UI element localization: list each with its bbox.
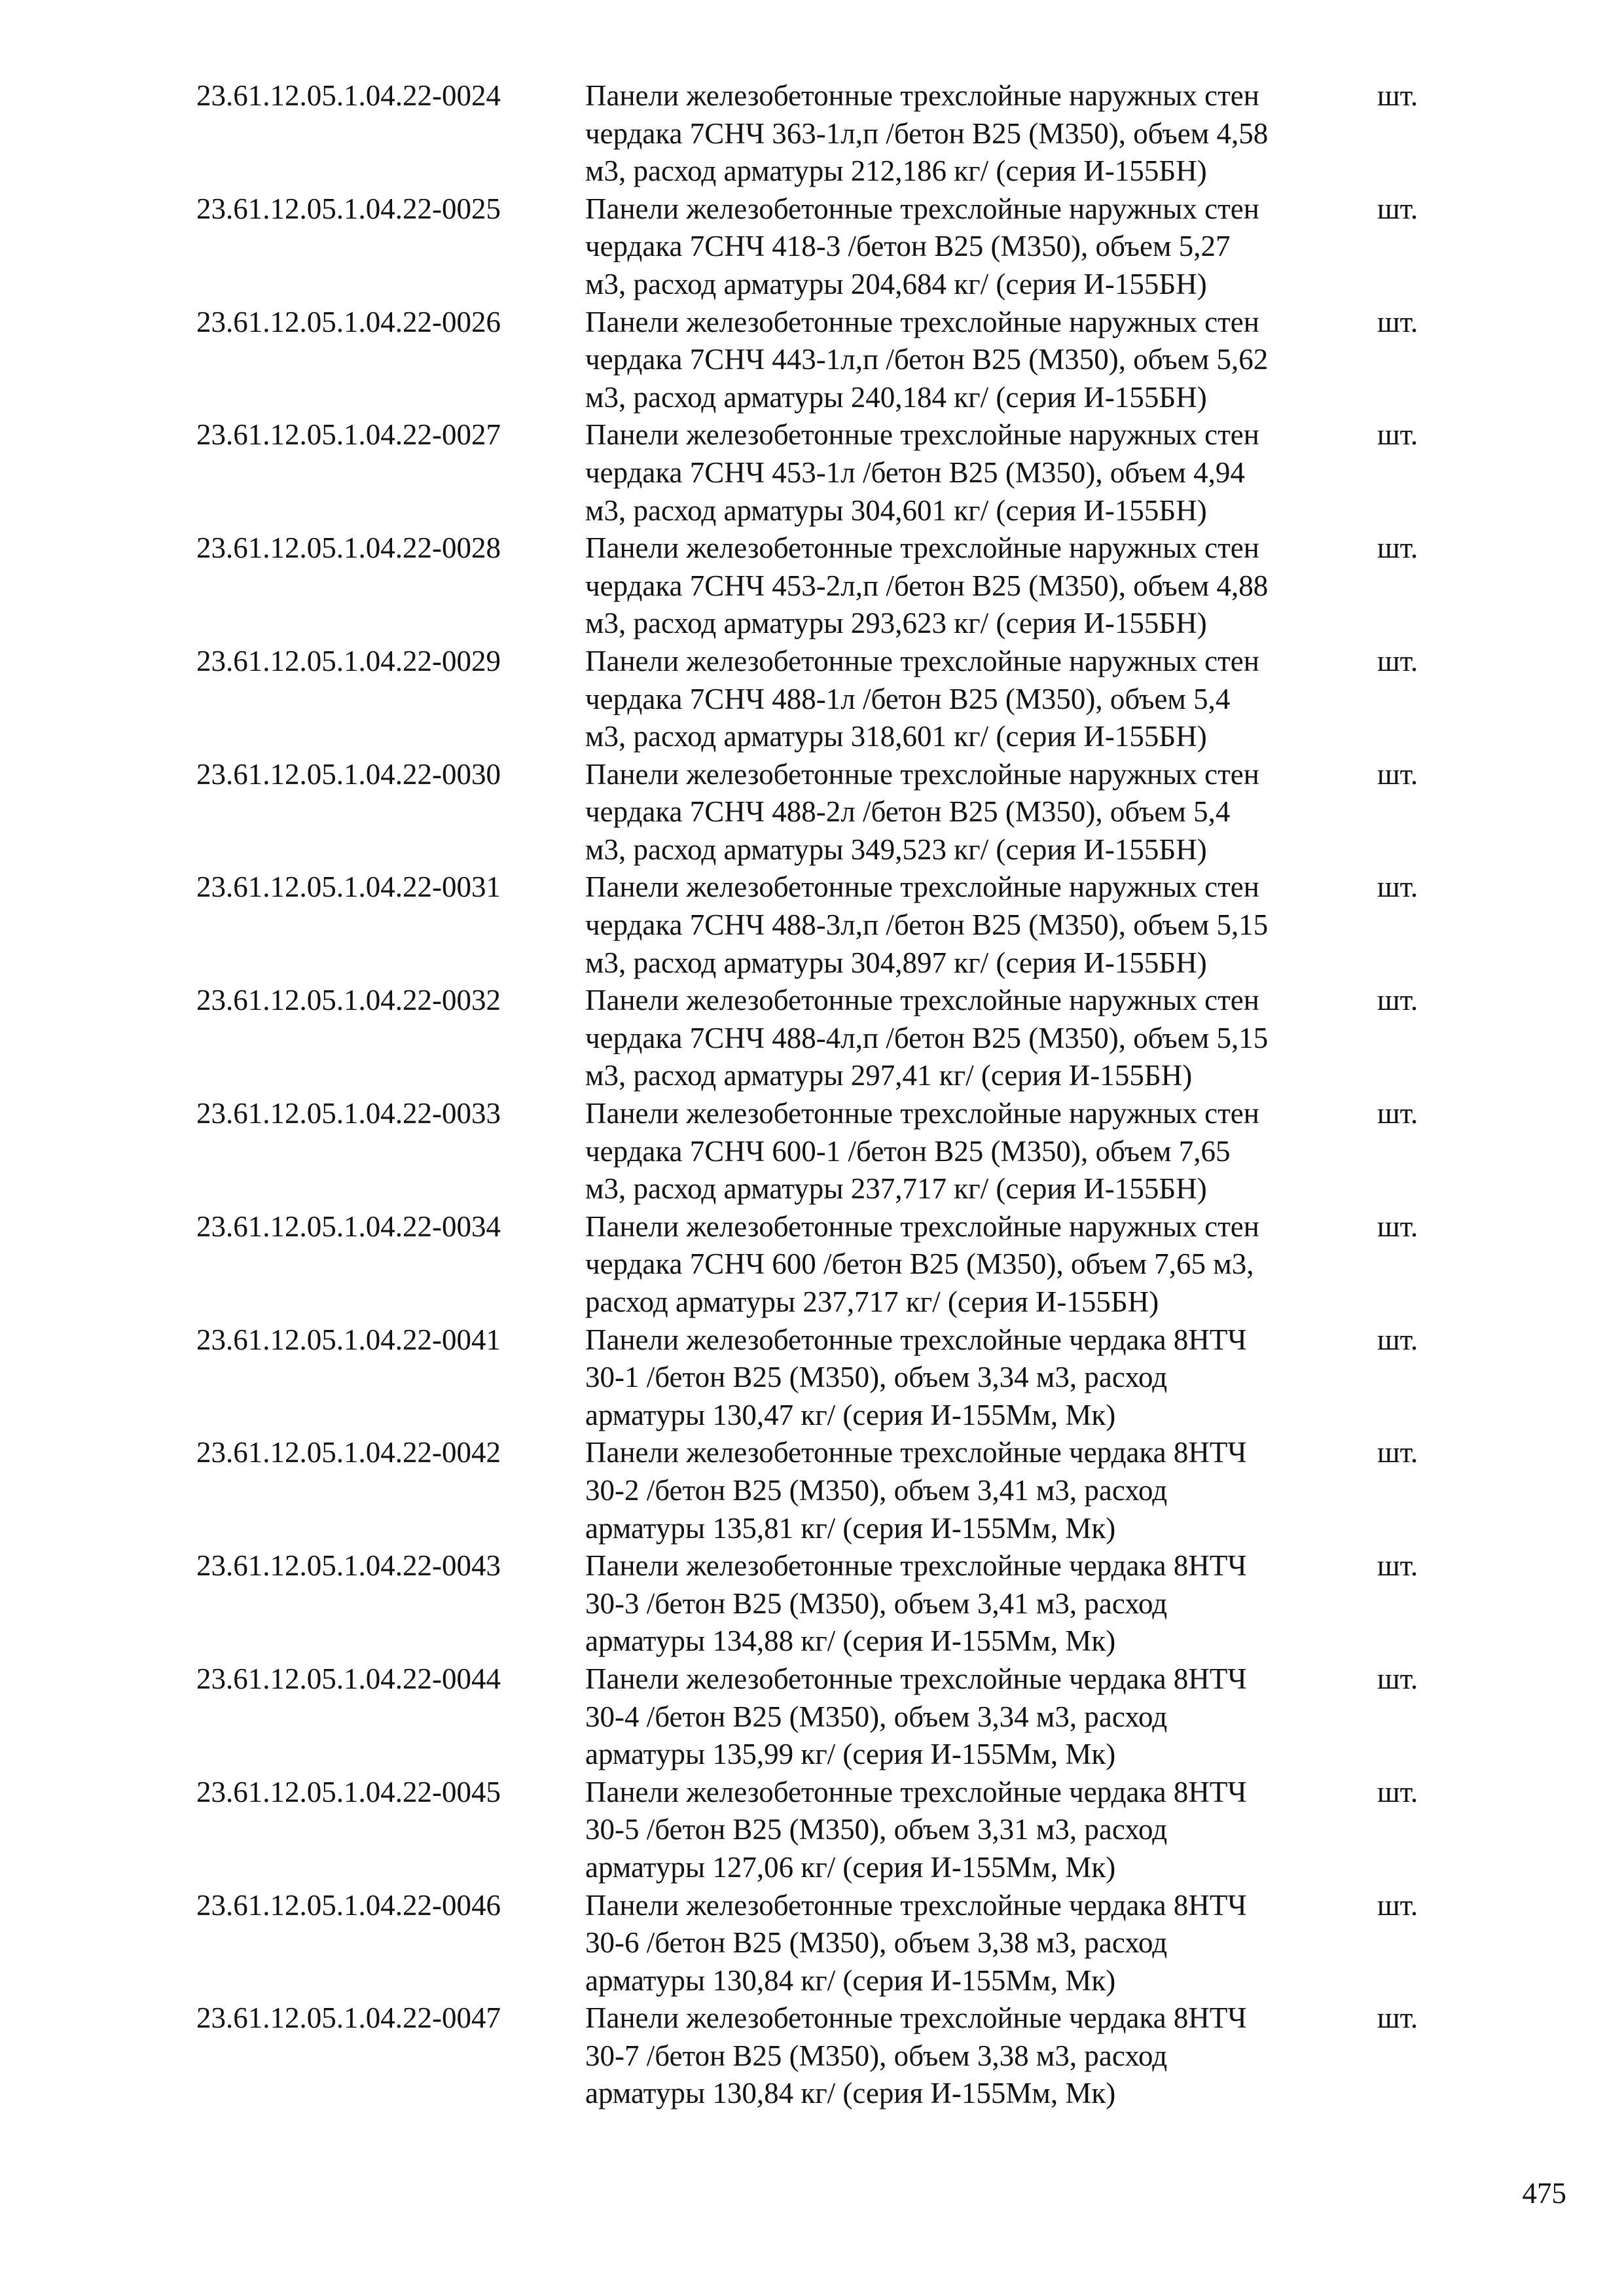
resource-name-line: Панели железобетонные трехслойные наружных стен [585,79,1259,112]
resource-name-line: Панели железобетонные трехслойные наружных стен [585,1097,1259,1130]
resource-name-line: м3, расход арматуры 237,717 кг/ (серия И-155БН) [585,1172,1207,1206]
resource-name-line: чердака 7СНЧ 600-1 /бетон В25 (М350), объем 7,65 [585,1134,1231,1168]
resource-code: 23.61.12.05.1.04.22-0032 [196,984,501,1017]
unit-of-measure: шт. [1377,1662,1418,1695]
resource-name-line: 30-2 /бетон В25 (М350), объем 3,41 м3, расход [585,1473,1168,1507]
unit-of-measure: шт. [1377,79,1418,112]
unit-of-measure: шт. [1377,1775,1418,1808]
resource-name-line: арматуры 135,81 кг/ (серия И-155Мм, Мк) [585,1511,1116,1545]
table-row [196,1434,1440,1547]
resource-name-line: м3, расход арматуры 304,897 кг/ (серия И-155БН) [585,946,1207,979]
resource-name-line: м3, расход арматуры 318,601 кг/ (серия И-155БН) [585,720,1207,753]
resource-name-line: 30-3 /бетон В25 (М350), объем 3,41 м3, расход [585,1587,1168,1620]
resource-name [585,190,1371,304]
table-row [196,982,1440,1095]
resource-code: 23.61.12.05.1.04.22-0031 [196,870,501,904]
resource-name-line: чердака 7СНЧ 453-2л,п /бетон В25 (М350), объем 4,88 [585,569,1269,602]
resource-name [585,1321,1371,1435]
resource-code: 23.61.12.05.1.04.22-0026 [196,305,501,338]
resource-name [585,756,1371,869]
resource-name-line: Панели железобетонные трехслойные чердака 8НТЧ [585,1888,1247,1922]
unit-of-measure: шт. [1377,984,1418,1017]
resource-name-line: чердака 7СНЧ 488-1л /бетон В25 (М350), объем 5,4 [585,682,1231,715]
resource-name-line: арматуры 130,84 кг/ (серия И-155Мм, Мк) [585,1964,1116,1997]
resource-name-line: чердака 7СНЧ 418-3 /бетон В25 (М350), объем 5,27 [585,230,1231,263]
resource-name [585,529,1371,643]
resource-name [585,1660,1371,1774]
unit-of-measure: шт. [1377,1436,1418,1469]
table-row [196,1547,1440,1660]
resource-name [585,416,1371,529]
resource-name-line: Панели железобетонные трехслойные чердака 8НТЧ [585,1323,1247,1356]
resource-name-line: м3, расход арматуры 293,623 кг/ (серия И-155БН) [585,607,1207,640]
table-row [196,1887,1440,2000]
resource-name-line: м3, расход арматуры 204,684 кг/ (серия И-155БН) [585,267,1207,300]
resource-name [585,869,1371,982]
resource-name-line: чердака 7СНЧ 443-1л,п /бетон В25 (М350), объем 5,62 [585,343,1269,376]
resource-name [585,77,1371,190]
resource-code: 23.61.12.05.1.04.22-0046 [196,1888,501,1922]
table-row [196,304,1440,417]
resource-name [585,1887,1371,2000]
resource-name-line: Панели железобетонные трехслойные наружных стен [585,1210,1259,1243]
table-row [196,190,1440,304]
unit-of-measure: шт. [1377,1323,1418,1356]
resource-name-line: Панели железобетонные трехслойные наружных стен [585,305,1259,338]
resource-name-line: Панели железобетонные трехслойные наружных стен [585,757,1259,791]
resource-name-line: чердака 7СНЧ 488-2л /бетон В25 (М350), объем 5,4 [585,795,1231,829]
resource-name-line: арматуры 130,47 кг/ (серия И-155Мм, Мк) [585,1398,1116,1431]
table-row [196,1095,1440,1208]
table-row [196,1208,1440,1321]
unit-of-measure: шт. [1377,2001,1418,2035]
table-row [196,2000,1440,2113]
unit-of-measure: шт. [1377,1888,1418,1922]
table-row [196,1660,1440,1774]
unit-of-measure: шт. [1377,418,1418,452]
resource-name [585,1095,1371,1208]
table-row [196,416,1440,529]
table-row [196,529,1440,643]
resource-name-line: м3, расход арматуры 240,184 кг/ (серия И-155БН) [585,380,1207,414]
resource-code: 23.61.12.05.1.04.22-0041 [196,1323,501,1356]
resource-name-line: м3, расход арматуры 297,41 кг/ (серия И-155БН) [585,1059,1193,1092]
resource-name-line: Панели железобетонные трехслойные чердака 8НТЧ [585,1662,1247,1695]
resource-name-line: Панели железобетонные трехслойные наружных стен [585,418,1259,452]
resource-code: 23.61.12.05.1.04.22-0030 [196,757,501,791]
resource-code: 23.61.12.05.1.04.22-0043 [196,1549,501,1583]
resource-name [585,1208,1371,1321]
resource-name-line: м3, расход арматуры 304,601 кг/ (серия И-155БН) [585,493,1207,527]
resource-name-line: Панели железобетонные трехслойные чердака 8НТЧ [585,1775,1247,1808]
resource-code: 23.61.12.05.1.04.22-0044 [196,1662,501,1695]
resource-name-line: арматуры 127,06 кг/ (серия И-155Мм, Мк) [585,1850,1116,1884]
resource-name-line: Панели железобетонные трехслойные чердака 8НТЧ [585,1436,1247,1469]
resource-name-line: 30-7 /бетон В25 (М350), объем 3,38 м3, расход [585,2039,1168,2072]
resource-name-line: чердака 7СНЧ 453-1л /бетон В25 (М350), объем 4,94 [585,456,1245,489]
unit-of-measure: шт. [1377,1210,1418,1243]
resource-name-line: чердака 7СНЧ 488-3л,п /бетон В25 (М350), объем 5,15 [585,908,1269,942]
resource-code: 23.61.12.05.1.04.22-0047 [196,2001,501,2035]
resource-name [585,304,1371,417]
table-row [196,1321,1440,1435]
resource-code: 23.61.12.05.1.04.22-0027 [196,418,501,452]
unit-of-measure: шт. [1377,870,1418,904]
resource-name-line: чердака 7СНЧ 600 /бетон В25 (М350), объем 7,65 м3, [585,1247,1254,1281]
unit-of-measure: шт. [1377,1097,1418,1130]
resource-name-line: Панели железобетонные трехслойные чердака 8НТЧ [585,1549,1247,1583]
price-list-table [196,77,1440,2113]
resource-name-line: 30-4 /бетон В25 (М350), объем 3,34 м3, расход [585,1700,1168,1733]
resource-name-line: 30-1 /бетон В25 (М350), объем 3,34 м3, расход [585,1361,1168,1394]
resource-name [585,1434,1371,1547]
unit-of-measure: шт. [1377,192,1418,225]
resource-name-line: арматуры 130,84 кг/ (серия И-155Мм, Мк) [585,2077,1116,2110]
resource-code: 23.61.12.05.1.04.22-0028 [196,531,501,565]
resource-name [585,982,1371,1095]
resource-name [585,1547,1371,1660]
resource-code: 23.61.12.05.1.04.22-0042 [196,1436,501,1469]
resource-name-line: Панели железобетонные трехслойные чердака 8НТЧ [585,2001,1247,2035]
table-row [196,869,1440,982]
resource-name-line: Панели железобетонные трехслойные наружных стен [585,984,1259,1017]
resource-name [585,1774,1371,1887]
resource-name [585,643,1371,756]
resource-code: 23.61.12.05.1.04.22-0025 [196,192,501,225]
unit-of-measure: шт. [1377,305,1418,338]
resource-name-line: расход арматуры 237,717 кг/ (серия И-155БН) [585,1285,1159,1318]
resource-name-line: чердака 7СНЧ 363-1л,п /бетон В25 (М350), объем 4,58 [585,117,1269,150]
resource-name-line: 30-5 /бетон В25 (М350), объем 3,31 м3, расход [585,1813,1168,1846]
resource-name-line: Панели железобетонные трехслойные наружных стен [585,192,1259,225]
resource-name-line: 30-6 /бетон В25 (М350), объем 3,38 м3, расход [585,1926,1168,1960]
table-row [196,77,1440,190]
resource-name-line: чердака 7СНЧ 488-4л,п /бетон В25 (М350), объем 5,15 [585,1021,1269,1054]
unit-of-measure: шт. [1377,531,1418,565]
resource-code: 23.61.12.05.1.04.22-0029 [196,644,501,677]
page-number: 475 [1522,2177,1566,2210]
table-row [196,1774,1440,1887]
resource-code: 23.61.12.05.1.04.22-0034 [196,1210,501,1243]
unit-of-measure: шт. [1377,757,1418,791]
resource-code: 23.61.12.05.1.04.22-0045 [196,1775,501,1808]
resource-code: 23.61.12.05.1.04.22-0024 [196,79,501,112]
resource-name-line: Панели железобетонные трехслойные наружных стен [585,644,1259,677]
unit-of-measure: шт. [1377,1549,1418,1583]
table-row [196,756,1440,869]
resource-code: 23.61.12.05.1.04.22-0033 [196,1097,501,1130]
unit-of-measure: шт. [1377,644,1418,677]
resource-name [585,2000,1371,2113]
table-row [196,643,1440,756]
resource-name-line: арматуры 134,88 кг/ (серия И-155Мм, Мк) [585,1624,1116,1658]
resource-name-line: м3, расход арматуры 212,186 кг/ (серия И-155БН) [585,154,1207,188]
resource-name-line: арматуры 135,99 кг/ (серия И-155Мм, Мк) [585,1738,1116,1771]
resource-name-line: Панели железобетонные трехслойные наружных стен [585,531,1259,565]
resource-name-line: Панели железобетонные трехслойные наружных стен [585,870,1259,904]
resource-name-line: м3, расход арматуры 349,523 кг/ (серия И-155БН) [585,833,1207,866]
